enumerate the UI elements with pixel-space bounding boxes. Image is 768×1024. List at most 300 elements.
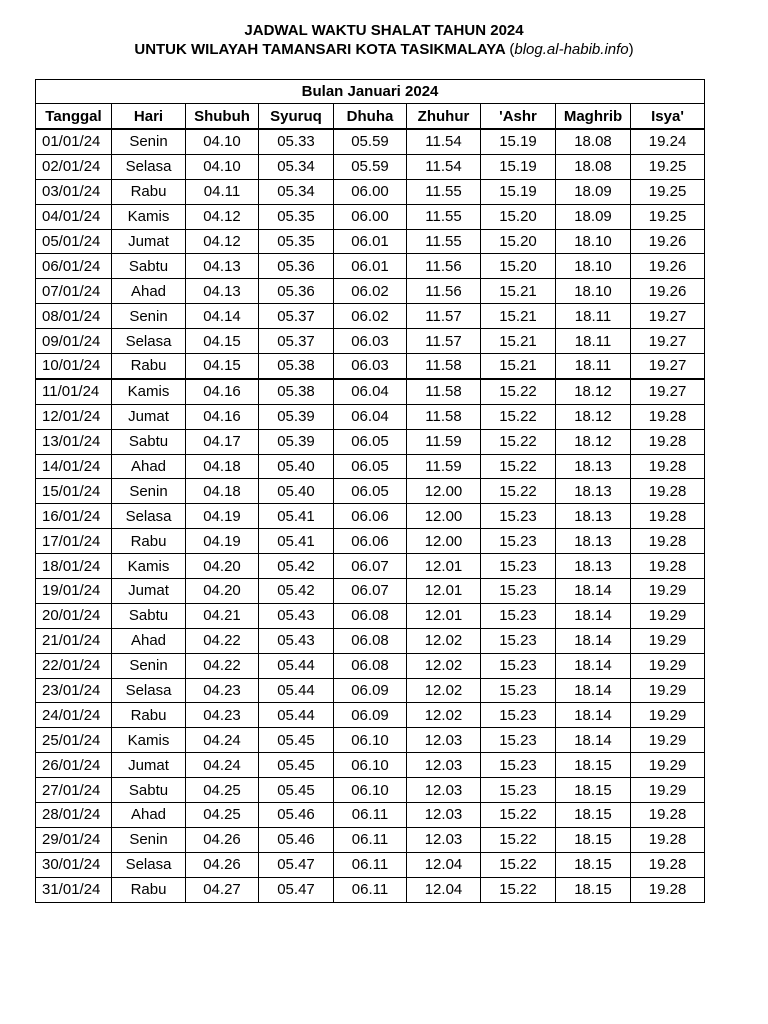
- source-close-paren: ): [628, 40, 634, 58]
- cell-syuruq: 05.41: [259, 504, 334, 529]
- cell-dhuha: 06.01: [334, 254, 407, 279]
- column-header-maghrib: Maghrib: [556, 104, 631, 130]
- cell-zhuhur: 12.01: [407, 603, 481, 628]
- cell-ashr: 15.23: [481, 554, 556, 579]
- cell-shubuh: 04.23: [186, 678, 259, 703]
- cell-shubuh: 04.26: [186, 827, 259, 852]
- table-row: [36, 329, 705, 354]
- table-row: [36, 628, 705, 653]
- cell-ashr: 15.21: [481, 304, 556, 329]
- cell-dhuha: 06.05: [334, 479, 407, 504]
- cell-date: 23/01/24: [36, 678, 112, 703]
- cell-day: Jumat: [112, 753, 186, 778]
- cell-isya: 19.26: [631, 229, 705, 254]
- table-row: [36, 254, 705, 279]
- cell-isya: 19.29: [631, 653, 705, 678]
- cell-maghrib: 18.11: [556, 354, 631, 379]
- cell-isya: 19.28: [631, 827, 705, 852]
- cell-syuruq: 05.47: [259, 852, 334, 877]
- cell-ashr: 15.23: [481, 579, 556, 604]
- cell-shubuh: 04.15: [186, 354, 259, 379]
- cell-date: 11/01/24: [36, 379, 112, 404]
- cell-shubuh: 04.25: [186, 803, 259, 828]
- cell-isya: 19.29: [631, 579, 705, 604]
- cell-day: Senin: [112, 129, 186, 154]
- cell-dhuha: 06.09: [334, 703, 407, 728]
- cell-ashr: 15.21: [481, 354, 556, 379]
- cell-ashr: 15.23: [481, 728, 556, 753]
- cell-zhuhur: 12.01: [407, 554, 481, 579]
- cell-date: 12/01/24: [36, 404, 112, 429]
- cell-isya: 19.25: [631, 204, 705, 229]
- cell-maghrib: 18.14: [556, 579, 631, 604]
- cell-day: Kamis: [112, 554, 186, 579]
- month-title: Bulan Januari 2024: [36, 80, 705, 104]
- cell-zhuhur: 11.58: [407, 404, 481, 429]
- cell-ashr: 15.19: [481, 179, 556, 204]
- column-header-zhuhur: Zhuhur: [407, 104, 481, 130]
- table-row: [36, 304, 705, 329]
- cell-dhuha: 06.02: [334, 279, 407, 304]
- cell-dhuha: 06.10: [334, 728, 407, 753]
- cell-syuruq: 05.34: [259, 179, 334, 204]
- cell-syuruq: 05.39: [259, 404, 334, 429]
- cell-ashr: 15.23: [481, 703, 556, 728]
- table-row: [36, 454, 705, 479]
- cell-ashr: 15.22: [481, 404, 556, 429]
- cell-isya: 19.28: [631, 529, 705, 554]
- table-row: [36, 703, 705, 728]
- table-row: [36, 803, 705, 828]
- table-row: [36, 852, 705, 877]
- cell-day: Ahad: [112, 803, 186, 828]
- cell-shubuh: 04.10: [186, 129, 259, 154]
- cell-maghrib: 18.08: [556, 129, 631, 154]
- schedule-body: [36, 129, 705, 902]
- cell-syuruq: 05.35: [259, 204, 334, 229]
- cell-date: 07/01/24: [36, 279, 112, 304]
- cell-zhuhur: 12.00: [407, 529, 481, 554]
- cell-maghrib: 18.10: [556, 254, 631, 279]
- cell-syuruq: 05.35: [259, 229, 334, 254]
- cell-maghrib: 18.10: [556, 229, 631, 254]
- cell-day: Rabu: [112, 179, 186, 204]
- cell-syuruq: 05.44: [259, 678, 334, 703]
- column-header-isya: Isya': [631, 104, 705, 130]
- cell-syuruq: 05.43: [259, 603, 334, 628]
- column-header-syuruq: Syuruq: [259, 104, 334, 130]
- cell-isya: 19.29: [631, 603, 705, 628]
- cell-ashr: 15.23: [481, 678, 556, 703]
- cell-date: 19/01/24: [36, 579, 112, 604]
- source-site: blog.al-habib.info: [514, 40, 629, 58]
- cell-zhuhur: 11.54: [407, 154, 481, 179]
- cell-isya: 19.28: [631, 877, 705, 902]
- cell-dhuha: 06.08: [334, 603, 407, 628]
- cell-isya: 19.28: [631, 504, 705, 529]
- cell-zhuhur: 11.55: [407, 179, 481, 204]
- cell-ashr: 15.21: [481, 329, 556, 354]
- cell-ashr: 15.23: [481, 653, 556, 678]
- cell-dhuha: 06.10: [334, 753, 407, 778]
- cell-zhuhur: 12.04: [407, 852, 481, 877]
- cell-day: Senin: [112, 479, 186, 504]
- table-row: [36, 204, 705, 229]
- cell-dhuha: 06.04: [334, 379, 407, 404]
- cell-syuruq: 05.40: [259, 454, 334, 479]
- cell-ashr: 15.22: [481, 429, 556, 454]
- cell-day: Kamis: [112, 204, 186, 229]
- document-title: [0, 22, 768, 59]
- cell-shubuh: 04.25: [186, 778, 259, 803]
- cell-day: Sabtu: [112, 778, 186, 803]
- cell-shubuh: 04.21: [186, 603, 259, 628]
- cell-syuruq: 05.37: [259, 329, 334, 354]
- cell-dhuha: 06.02: [334, 304, 407, 329]
- cell-isya: 19.29: [631, 678, 705, 703]
- cell-date: 31/01/24: [36, 877, 112, 902]
- cell-syuruq: 05.47: [259, 877, 334, 902]
- cell-maghrib: 18.08: [556, 154, 631, 179]
- table-row: [36, 529, 705, 554]
- table-row: [36, 479, 705, 504]
- cell-day: Rabu: [112, 703, 186, 728]
- cell-isya: 19.29: [631, 753, 705, 778]
- cell-syuruq: 05.33: [259, 129, 334, 154]
- cell-date: 24/01/24: [36, 703, 112, 728]
- cell-syuruq: 05.40: [259, 479, 334, 504]
- cell-dhuha: 06.09: [334, 678, 407, 703]
- cell-dhuha: 06.04: [334, 404, 407, 429]
- cell-day: Rabu: [112, 877, 186, 902]
- cell-day: Ahad: [112, 454, 186, 479]
- cell-date: 28/01/24: [36, 803, 112, 828]
- cell-zhuhur: 11.56: [407, 254, 481, 279]
- cell-day: Senin: [112, 827, 186, 852]
- cell-date: 20/01/24: [36, 603, 112, 628]
- cell-shubuh: 04.13: [186, 279, 259, 304]
- cell-syuruq: 05.39: [259, 429, 334, 454]
- cell-date: 30/01/24: [36, 852, 112, 877]
- cell-zhuhur: 11.59: [407, 429, 481, 454]
- cell-ashr: 15.20: [481, 229, 556, 254]
- cell-maghrib: 18.09: [556, 204, 631, 229]
- prayer-schedule-table: [35, 79, 705, 903]
- cell-shubuh: 04.23: [186, 703, 259, 728]
- cell-isya: 19.26: [631, 254, 705, 279]
- cell-date: 27/01/24: [36, 778, 112, 803]
- cell-maghrib: 18.13: [556, 529, 631, 554]
- cell-dhuha: 06.03: [334, 354, 407, 379]
- cell-maghrib: 18.14: [556, 703, 631, 728]
- title-line-1: JADWAL WAKTU SHALAT TAHUN 2024: [244, 22, 524, 39]
- cell-date: 18/01/24: [36, 554, 112, 579]
- title-line-2: [0, 41, 768, 60]
- table-row: [36, 179, 705, 204]
- cell-ashr: 15.23: [481, 778, 556, 803]
- cell-maghrib: 18.13: [556, 554, 631, 579]
- cell-syuruq: 05.46: [259, 803, 334, 828]
- cell-syuruq: 05.36: [259, 279, 334, 304]
- cell-day: Kamis: [112, 728, 186, 753]
- cell-zhuhur: 12.02: [407, 628, 481, 653]
- cell-day: Senin: [112, 653, 186, 678]
- source-open-paren: (: [509, 40, 515, 58]
- cell-day: Selasa: [112, 329, 186, 354]
- cell-shubuh: 04.18: [186, 454, 259, 479]
- cell-ashr: 15.22: [481, 877, 556, 902]
- table-row: [36, 429, 705, 454]
- cell-syuruq: 05.42: [259, 579, 334, 604]
- cell-zhuhur: 12.03: [407, 778, 481, 803]
- cell-date: 29/01/24: [36, 827, 112, 852]
- cell-day: Rabu: [112, 529, 186, 554]
- cell-isya: 19.27: [631, 354, 705, 379]
- cell-zhuhur: 12.03: [407, 827, 481, 852]
- cell-ashr: 15.21: [481, 279, 556, 304]
- cell-date: 21/01/24: [36, 628, 112, 653]
- cell-ashr: 15.22: [481, 479, 556, 504]
- cell-date: 17/01/24: [36, 529, 112, 554]
- table-row: [36, 554, 705, 579]
- cell-dhuha: 06.07: [334, 579, 407, 604]
- table-row: [36, 129, 705, 154]
- cell-shubuh: 04.24: [186, 728, 259, 753]
- cell-syuruq: 05.38: [259, 379, 334, 404]
- cell-isya: 19.27: [631, 379, 705, 404]
- table-row: [36, 229, 705, 254]
- cell-isya: 19.28: [631, 554, 705, 579]
- cell-isya: 19.29: [631, 778, 705, 803]
- cell-zhuhur: 12.03: [407, 803, 481, 828]
- cell-zhuhur: 12.03: [407, 728, 481, 753]
- cell-date: 22/01/24: [36, 653, 112, 678]
- cell-isya: 19.29: [631, 703, 705, 728]
- cell-zhuhur: 11.56: [407, 279, 481, 304]
- cell-isya: 19.29: [631, 728, 705, 753]
- cell-shubuh: 04.20: [186, 579, 259, 604]
- cell-ashr: 15.22: [481, 454, 556, 479]
- cell-maghrib: 18.15: [556, 852, 631, 877]
- table-row: [36, 678, 705, 703]
- cell-dhuha: 06.05: [334, 429, 407, 454]
- cell-dhuha: 06.11: [334, 852, 407, 877]
- table-row: [36, 379, 705, 404]
- table-row: [36, 154, 705, 179]
- column-header-shubuh: Shubuh: [186, 104, 259, 130]
- cell-maghrib: 18.15: [556, 778, 631, 803]
- column-header-day: Hari: [112, 104, 186, 130]
- table-row: [36, 504, 705, 529]
- cell-isya: 19.26: [631, 279, 705, 304]
- cell-dhuha: 06.00: [334, 179, 407, 204]
- cell-isya: 19.27: [631, 304, 705, 329]
- cell-ashr: 15.19: [481, 129, 556, 154]
- cell-maghrib: 18.13: [556, 454, 631, 479]
- cell-maghrib: 18.14: [556, 628, 631, 653]
- cell-isya: 19.29: [631, 628, 705, 653]
- table-row: [36, 354, 705, 379]
- cell-dhuha: 06.11: [334, 827, 407, 852]
- cell-maghrib: 18.12: [556, 404, 631, 429]
- cell-day: Senin: [112, 304, 186, 329]
- cell-dhuha: 06.11: [334, 877, 407, 902]
- cell-date: 14/01/24: [36, 454, 112, 479]
- cell-shubuh: 04.13: [186, 254, 259, 279]
- cell-maghrib: 18.15: [556, 827, 631, 852]
- cell-maghrib: 18.12: [556, 379, 631, 404]
- cell-shubuh: 04.17: [186, 429, 259, 454]
- cell-zhuhur: 11.58: [407, 379, 481, 404]
- table-row: [36, 827, 705, 852]
- cell-date: 02/01/24: [36, 154, 112, 179]
- cell-date: 06/01/24: [36, 254, 112, 279]
- cell-maghrib: 18.13: [556, 504, 631, 529]
- cell-date: 13/01/24: [36, 429, 112, 454]
- cell-ashr: 15.19: [481, 154, 556, 179]
- cell-zhuhur: 12.02: [407, 703, 481, 728]
- cell-day: Sabtu: [112, 603, 186, 628]
- cell-maghrib: 18.14: [556, 653, 631, 678]
- cell-date: 16/01/24: [36, 504, 112, 529]
- cell-shubuh: 04.27: [186, 877, 259, 902]
- cell-ashr: 15.23: [481, 603, 556, 628]
- cell-day: Selasa: [112, 678, 186, 703]
- cell-ashr: 15.23: [481, 753, 556, 778]
- cell-day: Selasa: [112, 154, 186, 179]
- cell-shubuh: 04.22: [186, 653, 259, 678]
- cell-syuruq: 05.37: [259, 304, 334, 329]
- cell-shubuh: 04.18: [186, 479, 259, 504]
- cell-ashr: 15.22: [481, 379, 556, 404]
- cell-shubuh: 04.12: [186, 229, 259, 254]
- cell-dhuha: 06.08: [334, 628, 407, 653]
- cell-maghrib: 18.14: [556, 728, 631, 753]
- cell-dhuha: 06.05: [334, 454, 407, 479]
- cell-maghrib: 18.14: [556, 603, 631, 628]
- cell-maghrib: 18.15: [556, 877, 631, 902]
- cell-zhuhur: 11.57: [407, 329, 481, 354]
- cell-day: Kamis: [112, 379, 186, 404]
- cell-dhuha: 06.01: [334, 229, 407, 254]
- column-header-date: Tanggal: [36, 104, 112, 130]
- cell-day: Jumat: [112, 229, 186, 254]
- cell-syuruq: 05.38: [259, 354, 334, 379]
- cell-ashr: 15.20: [481, 204, 556, 229]
- cell-syuruq: 05.34: [259, 154, 334, 179]
- cell-shubuh: 04.12: [186, 204, 259, 229]
- cell-maghrib: 18.11: [556, 329, 631, 354]
- table-row: [36, 603, 705, 628]
- cell-shubuh: 04.24: [186, 753, 259, 778]
- cell-syuruq: 05.45: [259, 728, 334, 753]
- cell-isya: 19.28: [631, 803, 705, 828]
- table-row: [36, 753, 705, 778]
- table-row: [36, 728, 705, 753]
- cell-date: 03/01/24: [36, 179, 112, 204]
- cell-day: Rabu: [112, 354, 186, 379]
- column-header-dhuha: Dhuha: [334, 104, 407, 130]
- table-row: [36, 778, 705, 803]
- cell-shubuh: 04.11: [186, 179, 259, 204]
- cell-day: Jumat: [112, 579, 186, 604]
- cell-date: 09/01/24: [36, 329, 112, 354]
- cell-shubuh: 04.26: [186, 852, 259, 877]
- cell-dhuha: 06.03: [334, 329, 407, 354]
- cell-zhuhur: 12.02: [407, 678, 481, 703]
- cell-isya: 19.28: [631, 404, 705, 429]
- cell-zhuhur: 12.01: [407, 579, 481, 604]
- cell-dhuha: 06.07: [334, 554, 407, 579]
- table-row: [36, 653, 705, 678]
- cell-shubuh: 04.15: [186, 329, 259, 354]
- cell-syuruq: 05.45: [259, 778, 334, 803]
- cell-syuruq: 05.45: [259, 753, 334, 778]
- cell-dhuha: 05.59: [334, 154, 407, 179]
- cell-syuruq: 05.46: [259, 827, 334, 852]
- cell-ashr: 15.23: [481, 529, 556, 554]
- cell-ashr: 15.22: [481, 827, 556, 852]
- cell-dhuha: 05.59: [334, 129, 407, 154]
- cell-ashr: 15.20: [481, 254, 556, 279]
- cell-zhuhur: 12.04: [407, 877, 481, 902]
- cell-shubuh: 04.19: [186, 529, 259, 554]
- cell-isya: 19.28: [631, 479, 705, 504]
- cell-ashr: 15.22: [481, 803, 556, 828]
- cell-zhuhur: 11.55: [407, 229, 481, 254]
- title-region: UNTUK WILAYAH TAMANSARI KOTA TASIKMALAYA: [134, 40, 506, 58]
- table-row: [36, 579, 705, 604]
- cell-syuruq: 05.44: [259, 653, 334, 678]
- cell-isya: 19.27: [631, 329, 705, 354]
- cell-maghrib: 18.14: [556, 678, 631, 703]
- cell-shubuh: 04.14: [186, 304, 259, 329]
- column-header-row: [36, 104, 705, 130]
- cell-maghrib: 18.09: [556, 179, 631, 204]
- column-header-ashr: 'Ashr: [481, 104, 556, 130]
- cell-shubuh: 04.20: [186, 554, 259, 579]
- cell-zhuhur: 12.02: [407, 653, 481, 678]
- cell-day: Selasa: [112, 504, 186, 529]
- cell-ashr: 15.23: [481, 628, 556, 653]
- cell-zhuhur: 11.54: [407, 129, 481, 154]
- cell-maghrib: 18.12: [556, 429, 631, 454]
- cell-isya: 19.28: [631, 852, 705, 877]
- cell-ashr: 15.23: [481, 504, 556, 529]
- cell-shubuh: 04.10: [186, 154, 259, 179]
- cell-isya: 19.28: [631, 429, 705, 454]
- cell-shubuh: 04.22: [186, 628, 259, 653]
- cell-syuruq: 05.36: [259, 254, 334, 279]
- cell-dhuha: 06.06: [334, 504, 407, 529]
- cell-zhuhur: 11.58: [407, 354, 481, 379]
- table-row: [36, 404, 705, 429]
- cell-syuruq: 05.41: [259, 529, 334, 554]
- cell-dhuha: 06.06: [334, 529, 407, 554]
- cell-date: 08/01/24: [36, 304, 112, 329]
- cell-date: 26/01/24: [36, 753, 112, 778]
- cell-maghrib: 18.15: [556, 803, 631, 828]
- cell-date: 05/01/24: [36, 229, 112, 254]
- cell-isya: 19.28: [631, 454, 705, 479]
- cell-ashr: 15.22: [481, 852, 556, 877]
- cell-shubuh: 04.16: [186, 404, 259, 429]
- cell-zhuhur: 11.57: [407, 304, 481, 329]
- cell-date: 04/01/24: [36, 204, 112, 229]
- cell-date: 01/01/24: [36, 129, 112, 154]
- cell-zhuhur: 11.59: [407, 454, 481, 479]
- table-row: [36, 877, 705, 902]
